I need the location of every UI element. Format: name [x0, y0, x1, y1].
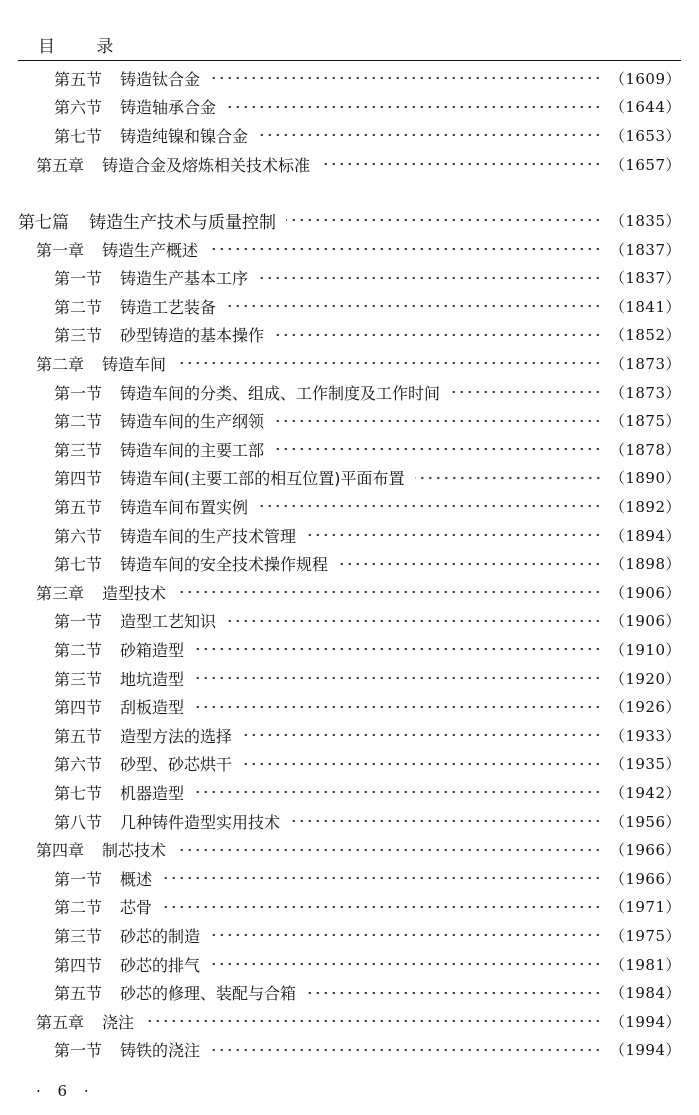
toc-entry-number: 第五节: [54, 984, 103, 1004]
toc-entry-page: （1981）: [609, 955, 681, 974]
toc-entry-number: 第一章: [36, 240, 85, 260]
dot-leader: [162, 875, 602, 881]
toc-entry-number: 第四节: [54, 698, 103, 718]
toc-section-entry[interactable]: [0, 694, 681, 720]
toc-entry-page: （1644）: [609, 98, 681, 117]
toc-entry-page: （1910）: [609, 640, 681, 659]
toc-section-entry[interactable]: [0, 722, 681, 748]
toc-entry-number: 第七节: [54, 783, 103, 803]
dot-leader: [208, 246, 602, 252]
toc-entry-number: 第五章: [36, 1012, 85, 1032]
toc-entry-title: 砂型铸造的基本操作: [120, 326, 265, 346]
toc-entry-page: （1837）: [609, 269, 681, 288]
toc-entry-number: 第六节: [54, 755, 103, 775]
toc-chapter-entry[interactable]: [0, 579, 681, 605]
toc-entry-page: （1609）: [609, 69, 681, 88]
dot-leader: [210, 75, 602, 81]
dot-leader: [176, 847, 602, 853]
dot-leader: [242, 761, 602, 767]
toc-entry-page: （1926）: [609, 698, 681, 717]
toc-entry-title: 铸造生产技术与质量控制: [89, 212, 276, 233]
toc-chapter-entry[interactable]: [0, 1008, 681, 1034]
dot-leader: [242, 732, 602, 738]
toc-section-entry[interactable]: [0, 980, 681, 1006]
toc-entry-page: （1942）: [609, 783, 681, 802]
toc-section-entry[interactable]: [0, 122, 681, 148]
toc-entry-title: 几种铸件造型实用技术: [120, 812, 281, 832]
toc-entry-number: 第八节: [54, 812, 103, 832]
toc-entry-page: （1873）: [609, 354, 681, 373]
toc-entry-title: 砂型、砂芯烘干: [120, 755, 233, 775]
toc-entry-page: （1892）: [609, 497, 681, 516]
toc-entry-page: （1657）: [609, 155, 681, 174]
dot-leader: [162, 904, 602, 910]
toc-chapter-entry[interactable]: [0, 837, 681, 863]
toc-entry-page: （1971）: [609, 898, 681, 917]
toc-entry-number: 第二节: [54, 297, 103, 317]
dot-leader: [194, 646, 602, 652]
toc-entry-number: 第一节: [54, 269, 103, 289]
toc-entry-page: （1933）: [609, 726, 681, 745]
page-number: · 6 ·: [36, 1082, 95, 1100]
toc-section-entry[interactable]: [0, 522, 681, 548]
dot-leader: [450, 389, 602, 395]
dot-leader: [226, 303, 602, 309]
toc-entry-number: 第六节: [54, 526, 103, 546]
toc-entry-number: 第五节: [54, 497, 103, 517]
dot-leader: [194, 789, 602, 795]
toc-entry-number: 第四节: [54, 469, 103, 489]
toc-entry-title: 铸造生产概述: [102, 240, 199, 260]
toc-entry-number: 第三节: [54, 440, 103, 460]
dot-leader: [258, 503, 602, 509]
toc-entry-page: （1975）: [609, 926, 681, 945]
toc-entry-number: 第七篇: [18, 212, 69, 233]
toc-chapter-entry[interactable]: [0, 236, 681, 262]
toc-entry-title: 铸造车间的主要工部: [120, 440, 265, 460]
toc-entry-number: 第一节: [54, 612, 103, 632]
toc-entry-page: （1837）: [609, 240, 681, 259]
toc-entry-number: 第四章: [36, 841, 85, 861]
toc-entry-number: 第七节: [54, 555, 103, 575]
dot-leader: [320, 161, 602, 167]
toc-entry-number: 第六节: [54, 98, 103, 118]
toc-entry-page: （1966）: [609, 869, 681, 888]
dot-leader: [176, 360, 602, 366]
toc-entry-page: （1966）: [609, 841, 681, 860]
toc-section-entry[interactable]: [0, 951, 681, 977]
toc-section-entry[interactable]: [0, 894, 681, 920]
toc-section-entry[interactable]: [0, 751, 681, 777]
toc-entry-number: 第五节: [54, 69, 103, 89]
toc-entry-title: 铸造钛合金: [120, 69, 201, 89]
toc-section-entry[interactable]: [0, 808, 681, 834]
toc-entry-number: 第二节: [54, 898, 103, 918]
toc-section-entry[interactable]: [0, 408, 681, 434]
toc-entry-number: 第四节: [54, 955, 103, 975]
dot-leader: [210, 961, 602, 967]
toc-entry-page: （1898）: [609, 555, 681, 574]
toc-entry-title: 地坑造型: [120, 669, 185, 689]
toc-entry-page: （1852）: [609, 326, 681, 345]
toc-entry-title: 铸造纯镍和镍合金: [120, 126, 249, 146]
toc-entry-number: 第三节: [54, 326, 103, 346]
toc-entry-title: 铸造车间的分类、组成、工作制度及工作时间: [120, 383, 441, 403]
toc-entry-title: 砂芯的修理、装配与合箱: [120, 984, 297, 1004]
dot-leader: [286, 217, 602, 223]
dot-leader: [226, 104, 602, 110]
dot-leader: [258, 132, 602, 138]
toc-entry-number: 第二章: [36, 354, 85, 374]
dot-leader: [226, 618, 602, 624]
toc-chapter-entry[interactable]: [0, 350, 681, 376]
toc-section-entry[interactable]: [0, 865, 681, 891]
toc-section-entry[interactable]: [0, 493, 681, 519]
toc-entry-number: 第三章: [36, 583, 85, 603]
toc-entry-number: 第二节: [54, 412, 103, 432]
toc-entry-page: （1920）: [609, 669, 681, 688]
toc-section-entry[interactable]: [0, 379, 681, 405]
toc-entry-number: 第一节: [54, 1041, 103, 1061]
toc-entry-page: （1994）: [609, 1041, 681, 1060]
toc-entry-title: 铸造合金及熔炼相关技术标准: [102, 155, 311, 175]
dot-leader: [306, 990, 602, 996]
toc-entry-number: 第五节: [54, 726, 103, 746]
toc-entry-title: 浇注: [102, 1012, 135, 1032]
toc-entry-title: 铸铁的浇注: [120, 1041, 201, 1061]
toc-section-entry[interactable]: [0, 265, 681, 291]
toc-entry-title: 铸造工艺装备: [120, 297, 217, 317]
toc-entry-page: （1890）: [609, 469, 681, 488]
dot-leader: [274, 332, 602, 338]
toc-entry-number: 第一节: [54, 869, 103, 889]
toc-section-entry[interactable]: [0, 779, 681, 805]
dot-leader: [258, 275, 602, 281]
toc-section-entry[interactable]: [0, 665, 681, 691]
dot-leader: [306, 532, 602, 538]
dot-leader: [176, 589, 602, 595]
toc-section-entry[interactable]: [0, 65, 681, 91]
toc-entry-title: 概述: [120, 869, 153, 889]
toc-entry-title: 机器造型: [120, 783, 185, 803]
toc-entry-page: （1878）: [609, 440, 681, 459]
dot-leader: [144, 1018, 602, 1024]
toc-section-entry[interactable]: [0, 322, 681, 348]
toc-entry-title: 造型方法的选择: [120, 726, 233, 746]
dot-leader: [415, 475, 602, 481]
toc-section-entry[interactable]: [0, 551, 681, 577]
dot-leader: [274, 418, 602, 424]
toc-section-entry[interactable]: [0, 293, 681, 319]
toc-entry-title: 刮板造型: [120, 698, 185, 718]
toc-section-entry[interactable]: [0, 922, 681, 948]
toc-entry-number: 第三节: [54, 926, 103, 946]
toc-entry-page: （1653）: [609, 126, 681, 145]
toc-section-entry[interactable]: [0, 436, 681, 462]
toc-entry-page: （1873）: [609, 383, 681, 402]
toc-entry-title: 铸造生产基本工序: [120, 269, 249, 289]
toc-entry-title: 铸造车间的安全技术操作规程: [120, 555, 329, 575]
toc-entry-title: 制芯技术: [102, 841, 167, 861]
toc-part-entry[interactable]: [0, 207, 681, 233]
toc-entry-page: （1994）: [609, 1012, 681, 1031]
toc-entry-page: （1906）: [609, 612, 681, 631]
toc-entry-title: 砂芯的制造: [120, 926, 201, 946]
toc-entry-number: 第七节: [54, 126, 103, 146]
dot-leader: [290, 818, 602, 824]
toc-entry-page: （1984）: [609, 984, 681, 1003]
toc-entry-title: 铸造车间的生产技术管理: [120, 526, 297, 546]
dot-leader: [194, 704, 602, 710]
dot-leader: [274, 446, 602, 452]
toc-section-entry[interactable]: [0, 608, 681, 634]
toc-entry-page: （1835）: [609, 211, 681, 230]
toc-entry-page: （1956）: [609, 812, 681, 831]
toc-entry-title: 铸造车间布置实例: [120, 497, 249, 517]
toc-entry-page: （1935）: [609, 755, 681, 774]
toc-section-entry[interactable]: [0, 1037, 681, 1063]
dot-leader: [210, 1047, 602, 1053]
dot-leader: [338, 561, 602, 567]
dot-leader: [210, 932, 602, 938]
toc-entry-page: （1906）: [609, 583, 681, 602]
toc-chapter-entry[interactable]: [0, 151, 681, 177]
toc-entry-number: 第二节: [54, 640, 103, 660]
toc-entry-title: 造型工艺知识: [120, 612, 217, 632]
toc-entry-page: （1875）: [609, 412, 681, 431]
toc-section-entry[interactable]: [0, 636, 681, 662]
toc-entry-title: 铸造车间的生产纲领: [120, 412, 265, 432]
toc-entry-number: 第一节: [54, 383, 103, 403]
dot-leader: [194, 675, 602, 681]
toc-section-entry[interactable]: [0, 465, 681, 491]
toc-entry-number: 第三节: [54, 669, 103, 689]
toc-entry-title: 砂芯的排气: [120, 955, 201, 975]
toc-entry-title: 造型技术: [102, 583, 167, 603]
toc-entry-number: 第五章: [36, 155, 85, 175]
toc-entry-title: 砂箱造型: [120, 640, 185, 660]
toc-entry-title: 芯骨: [120, 898, 153, 918]
header-title: 目 录: [38, 37, 132, 57]
toc-entry-title: 铸造车间(主要工部的相互位置)平面布置: [120, 469, 405, 489]
toc-entry-page: （1894）: [609, 526, 681, 545]
toc-entry-title: 铸造车间: [102, 354, 167, 374]
toc-section-entry[interactable]: [0, 94, 681, 120]
toc-entry-title: 铸造轴承合金: [120, 98, 217, 118]
page-header: [18, 30, 681, 61]
toc-entry-page: （1841）: [609, 297, 681, 316]
